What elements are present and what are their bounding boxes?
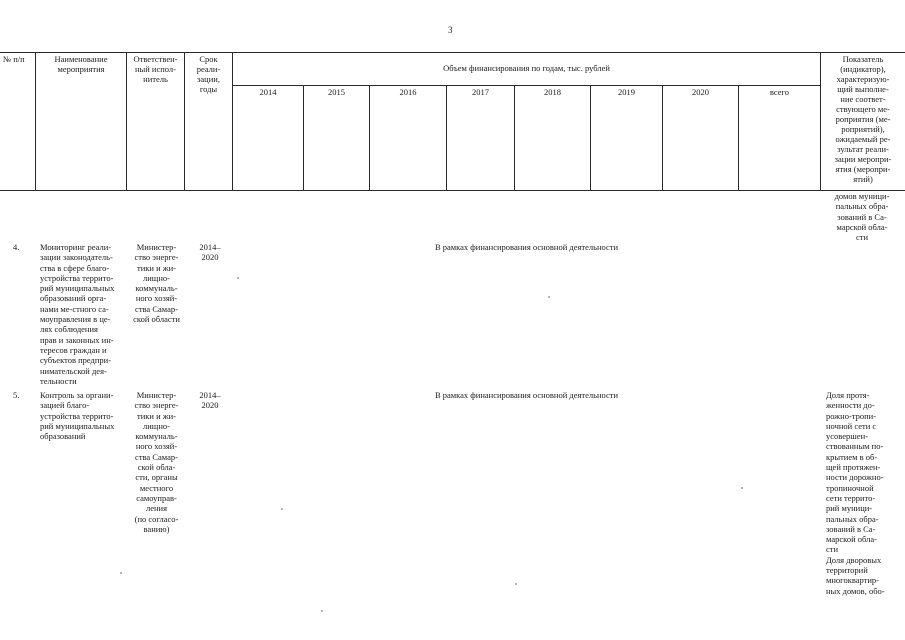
header-bottom-border	[0, 190, 905, 191]
row-name: Мониторинг реали- зации законодатель- ства в сфере благо- устройства террито- рий муниципальных образований орга- нами ме-стного са- моуправления в це- лях соблюдения прав и законных ин- тересов граждан и субъектов предпри- нимательской дея- тельности	[40, 242, 115, 386]
header-year: 2018	[544, 87, 561, 97]
col-divider	[738, 85, 739, 191]
header-col-term: Срок реали- зации, годы	[196, 54, 221, 94]
years-divider	[232, 85, 820, 86]
indicator-continuation: домов муници- пальных обра- зований в Са- марской обла- сти	[834, 191, 890, 243]
header-col-name: Наименование мероприятия	[54, 54, 108, 74]
scan-speck	[321, 610, 323, 612]
header-year: 2019	[618, 87, 635, 97]
row-term: 2014– 2020	[199, 390, 221, 411]
row-indicator: Доля протя- женности до- рожно-тропи- ночной сети с усовершен- ствованным по- крытием в об- щей протяжен- ности дорожно- тропиночной сети террито- рий муници- пальных обра- зований в Са- марской обла- сти Доля дворовых территорий многоквартир- ных домов, обо-	[826, 390, 885, 596]
row-financing: В рамках финансирования основной деятельности	[434, 390, 619, 400]
header-year: 2015	[328, 87, 345, 97]
header-col-financing: Объем финансирования по годам, тыс. рублей	[443, 63, 610, 73]
header-top-border	[0, 52, 905, 53]
page-number: 3	[448, 25, 453, 35]
scan-speck	[281, 508, 283, 510]
scan-speck	[515, 583, 517, 585]
row-term: 2014– 2020	[199, 242, 221, 263]
header-col-indicator: Показатель (индикатор), характеризую- щий выполне- ние соответ- ствующего ме- роприятия (ме- роприятий), ожидаемый ре- зультат реали- зации меропри- ятия (меропри- ятий)	[834, 54, 892, 184]
col-divider	[514, 85, 515, 191]
col-divider	[303, 85, 304, 191]
header-year: 2014	[259, 87, 277, 97]
row-name: Контроль за органи- зацией благо- устройства террито- рий муниципальных образований	[40, 390, 115, 442]
row-responsible: Министер- ство энерге- тики и жи- лищно- коммуналь- ного хозяй- ства Самар- ской обла- сти, органы местного самоуправ- ления (по согласо- ванию)	[134, 390, 179, 534]
row-number: 5.	[13, 390, 20, 400]
header-col-responsible: Ответствен- ный испол- нитель	[133, 54, 178, 84]
row-responsible: Министер- ство энерге- тики и жи- лищно- коммуналь- ного хозяй- ства Самар- ской области	[133, 242, 180, 325]
scan-speck	[120, 572, 122, 574]
col-divider	[590, 85, 591, 191]
scan-speck	[741, 487, 743, 489]
header-year: 2020	[692, 87, 709, 97]
col-divider	[446, 85, 447, 191]
scan-speck	[548, 296, 550, 298]
header-year: 2016	[399, 87, 417, 97]
header-year-total: всего	[769, 87, 790, 97]
scan-speck	[237, 277, 239, 279]
col-divider	[369, 85, 370, 191]
header-year: 2017	[472, 87, 489, 97]
col-divider	[662, 85, 663, 191]
row-financing: В рамках финансирования основной деятельности	[434, 242, 619, 252]
row-number: 4.	[13, 242, 20, 252]
header-col-number: № п/п	[3, 54, 25, 64]
